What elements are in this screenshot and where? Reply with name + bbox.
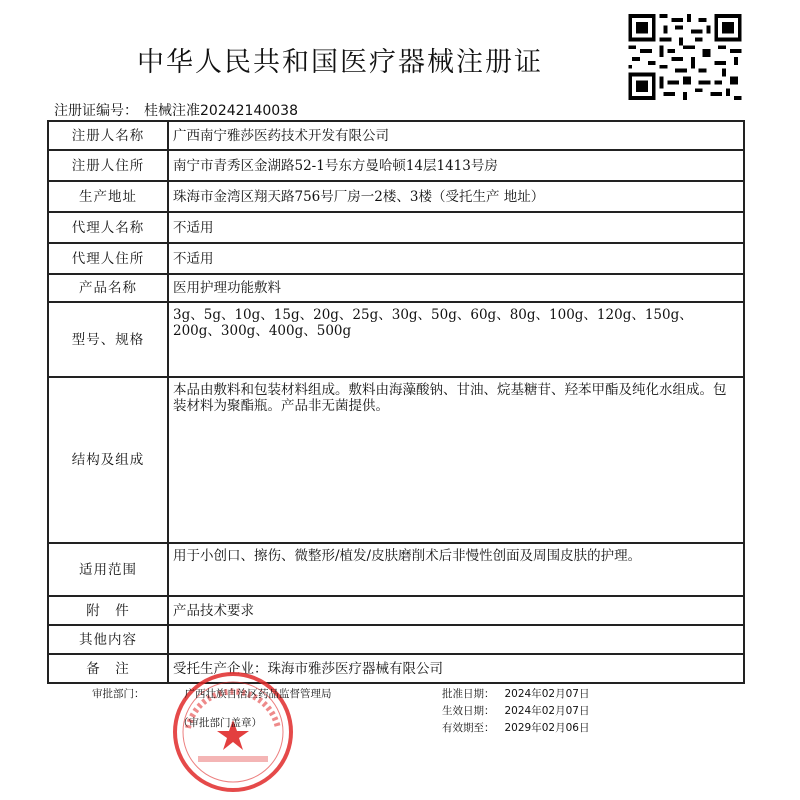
- row-label: 产品名称: [48, 274, 168, 302]
- table-row: [48, 625, 744, 654]
- row-label: 型号、规格: [48, 302, 168, 377]
- table-row: [48, 596, 744, 625]
- table-row: [48, 654, 744, 683]
- table-row: [48, 274, 744, 302]
- row-value: 广西南宁雅莎医药技术开发有限公司: [168, 121, 744, 150]
- table-row: [48, 121, 744, 150]
- expire-date-value: 2029年02月06日: [504, 722, 590, 734]
- row-value: 3g、5g、10g、15g、20g、25g、30g、50g、60g、80g、100g、120g、150g、200g、300g、400g、500g: [168, 302, 744, 377]
- row-value: 医用护理功能敷料: [168, 274, 744, 302]
- row-label: 附 件: [48, 596, 168, 625]
- table-row: [48, 243, 744, 274]
- table-row: [48, 150, 744, 181]
- registration-number: [54, 100, 298, 120]
- certificate-title: 中华人民共和国医疗器械注册证: [137, 47, 543, 78]
- approval-department: [92, 686, 332, 730]
- table-row: [48, 543, 744, 596]
- registration-number-value: 桂械注准20242140038: [144, 103, 298, 119]
- approve-date-label: 批准日期：: [442, 688, 495, 700]
- row-value: 用于小创口、擦伤、微整形/植发/皮肤磨削术后非慢性创面及周围皮肤的护理。: [168, 543, 744, 596]
- issue-date-label: 生效日期：: [442, 705, 495, 717]
- issue-date-value: 2024年02月07日: [504, 705, 590, 717]
- certificate-table: [47, 120, 745, 684]
- qr-code-icon: [628, 14, 742, 100]
- row-value: 不适用: [168, 212, 744, 243]
- row-label: 注册人名称: [48, 121, 168, 150]
- row-value: 不适用: [168, 243, 744, 274]
- row-value: 受托生产企业：珠海市雅莎医疗器械有限公司: [168, 654, 744, 683]
- row-value: 本品由敷料和包装材料组成。敷料由海藻酸钠、甘油、烷基糖苷、羟苯甲酯及纯化水组成。包装材料为聚酯瓶。产品非无菌提供。: [168, 377, 744, 543]
- table-row: [48, 377, 744, 543]
- row-label: 备 注: [48, 654, 168, 683]
- row-label: 其他内容: [48, 625, 168, 654]
- row-label: 生产地址: [48, 181, 168, 212]
- table-row: [48, 302, 744, 377]
- department-label: 审批部门：: [92, 688, 145, 700]
- row-label: 适用范围: [48, 543, 168, 596]
- row-label: 结构及组成: [48, 377, 168, 543]
- row-value: 珠海市金湾区翔天路756号厂房一2楼、3楼（受托生产 地址）: [168, 181, 744, 212]
- row-label: 代理人住所: [48, 243, 168, 274]
- approve-date-value: 2024年02月07日: [504, 688, 590, 700]
- registration-number-label: 注册证编号：: [54, 103, 138, 119]
- table-row: [48, 181, 744, 212]
- row-label: 注册人住所: [48, 150, 168, 181]
- row-value: [168, 625, 744, 654]
- expire-date-label: 有效期至：: [442, 722, 495, 734]
- seal-caption: （审批部门盖章）: [178, 717, 262, 729]
- department-value: 广西壮族自治区药品监督管理局: [184, 688, 332, 700]
- row-label: 代理人名称: [48, 212, 168, 243]
- row-value: 南宁市青秀区金湖路52-1号东方曼哈顿14层1413号房: [168, 150, 744, 181]
- row-value: 产品技术要求: [168, 596, 744, 625]
- date-block: [442, 686, 589, 737]
- table-row: [48, 212, 744, 243]
